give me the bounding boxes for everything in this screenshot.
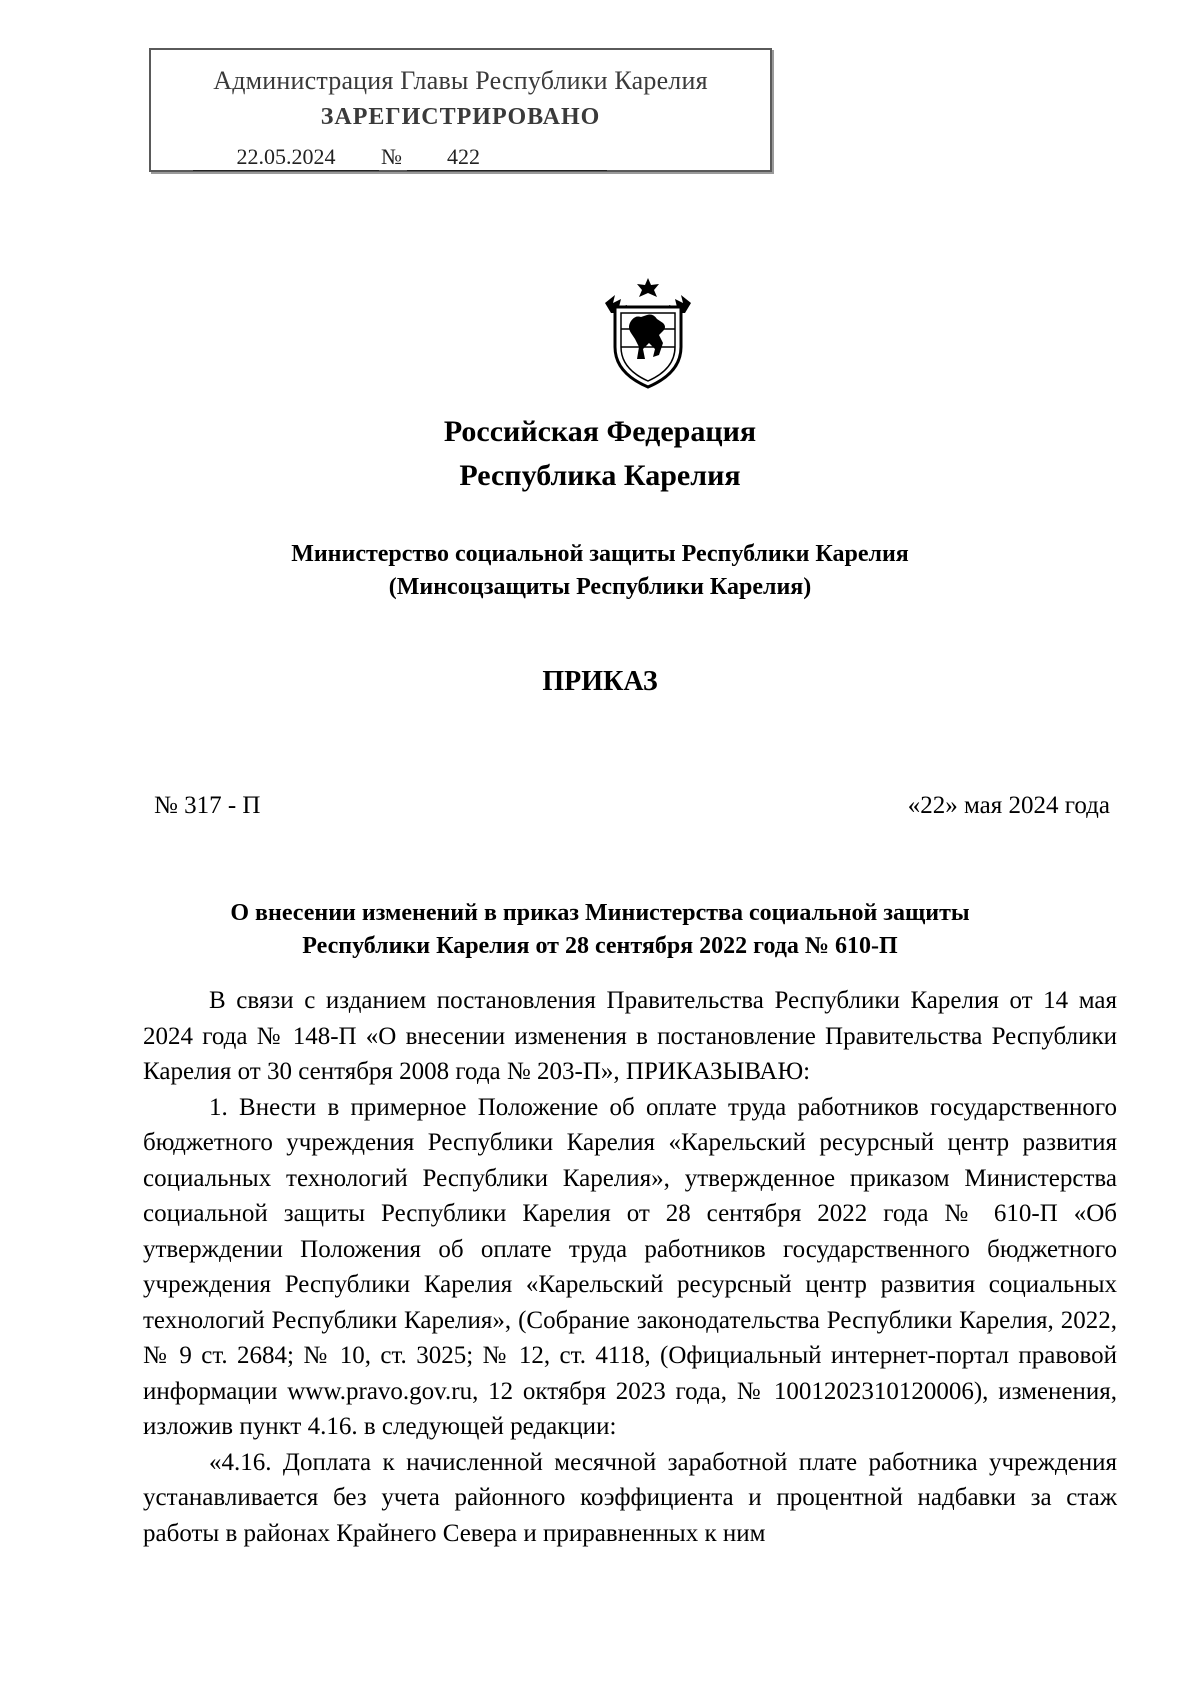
stamp-number-label: № — [381, 144, 402, 169]
document-title-line-1: О внесении изменений в приказ Министерства социальной защиты — [230, 900, 970, 926]
order-date: «22» мая 2024 года — [907, 792, 1110, 819]
document-type-heading: ПРИКАЗ — [542, 666, 658, 697]
karelia-coat-of-arms-icon — [601, 277, 695, 389]
header-country: Российская Федерация — [443, 415, 757, 448]
header-ministry-short: (Минсоцзащиты Республики Карелия) — [388, 574, 812, 600]
body-item-1-quote: «4.16. Доплата к начисленной месячной заработной плате работника учреждения устанавливается без учета районного коэффициента и процентной надбавки за стаж работы в районах Крайнего Севера и приравненных к ним — [143, 1448, 1117, 1547]
stamp-number: 422 — [407, 144, 607, 171]
stamp-date: 22.05.2024 — [193, 144, 379, 171]
stamp-organization: Администрация Главы Республики Карелия — [213, 66, 708, 95]
stamp-status: ЗАРЕГИСТРИРОВАНО — [320, 104, 601, 130]
document-title-line-2: Республики Карелия от 28 сентября 2022 года № 610-П — [302, 933, 898, 959]
order-number: № 317 - П — [154, 792, 261, 819]
header-republic: Республика Карелия — [459, 459, 741, 492]
registration-stamp — [149, 48, 772, 172]
document-body — [143, 983, 1117, 1551]
header-ministry: Министерство социальной защиты Республики Карелия — [291, 541, 909, 567]
body-preamble: В связи с изданием постановления Правительства Республики Карелия от 14 мая 2024 года № 148-П «О внесении изменения в постановление Правительства Республики Карелия от 30 сентября 2008 года № 203-П», ПРИКАЗЫВАЮ: — [143, 987, 1117, 1085]
body-item-1: 1. Внести в примерное Положение об оплате труда работников государственного бюджетного учреждения Республики Карелия «Карельский ресурсный центр развития социальных технологий Республики Карелия», утвержденное приказом Министерства социальной защиты Республики Карелия от 28 сентября 2022 года № 610-П «Об утверждении Положения об оплате труда работников государственного бюджетного учреждения Республики Карелия «Карельский ресурсный центр развития социальных технологий Республики Карелия», (Собрание законодательства Республики Карелия, 2022, № 9 ст. 2684; № 10, ст. 3025; № 12, ст. 4118, (Официальный интернет-портал правовой информации www.pravo.gov.ru, 12 октября 2023 года, № 1001202310120006), изменения, изложив пункт 4.16. в следующей редакции: — [143, 1093, 1117, 1440]
